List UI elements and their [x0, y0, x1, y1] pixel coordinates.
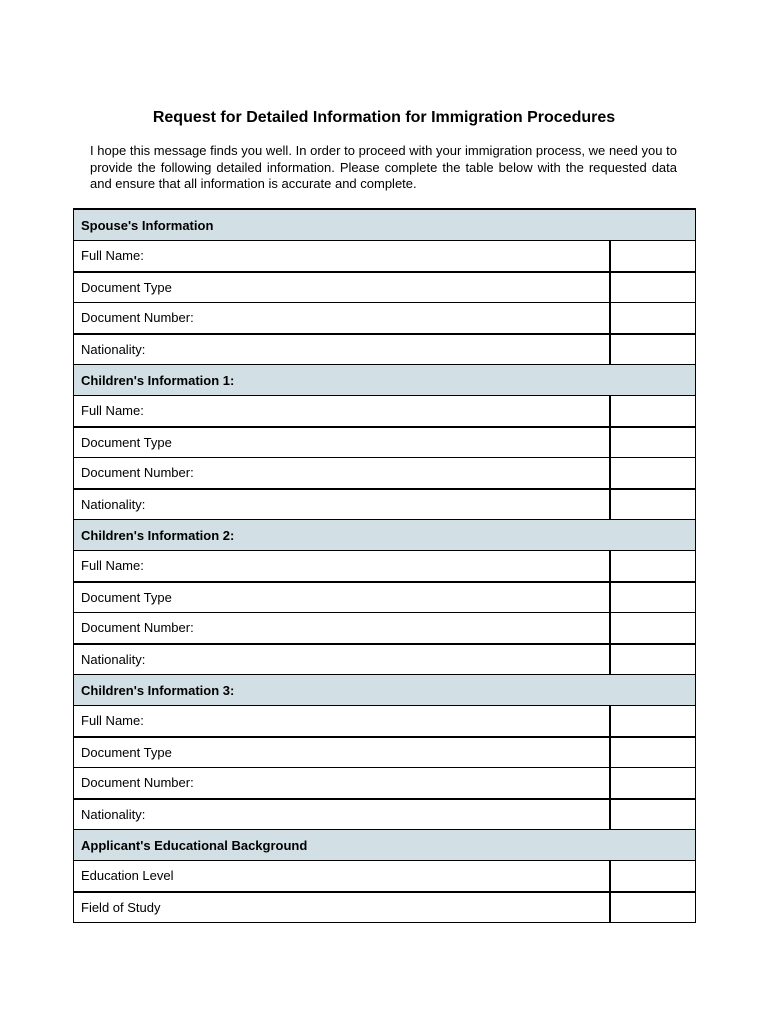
field-label: Document Number:	[74, 613, 610, 644]
field-value-cell[interactable]	[610, 551, 696, 582]
form-row	[74, 644, 696, 675]
information-form-table	[73, 208, 696, 923]
form-row	[74, 334, 696, 365]
page-title: Request for Detailed Information for Immigration Procedures	[152, 109, 616, 126]
section-heading: Children's Information 2:	[74, 520, 696, 551]
section-heading: Children's Information 3:	[74, 675, 696, 706]
field-value-cell[interactable]	[610, 334, 696, 365]
form-row	[74, 458, 696, 489]
field-value-cell[interactable]	[610, 396, 696, 427]
section-header-row	[74, 520, 696, 551]
field-label: Nationality:	[74, 334, 610, 365]
form-row	[74, 582, 696, 613]
field-value-cell[interactable]	[610, 892, 696, 923]
field-value-cell[interactable]	[610, 613, 696, 644]
field-value-cell[interactable]	[610, 582, 696, 613]
field-label: Nationality:	[74, 644, 610, 675]
field-value-cell[interactable]	[610, 799, 696, 830]
form-row	[74, 551, 696, 582]
field-label: Document Number:	[74, 458, 610, 489]
form-row	[74, 489, 696, 520]
section-header-row	[74, 209, 696, 241]
field-label: Nationality:	[74, 489, 610, 520]
section-heading: Applicant's Educational Background	[74, 830, 696, 861]
section-header-row	[74, 830, 696, 861]
field-label: Document Number:	[74, 303, 610, 334]
field-label: Nationality:	[74, 799, 610, 830]
form-row	[74, 427, 696, 458]
field-value-cell[interactable]	[610, 489, 696, 520]
field-label: Full Name:	[74, 706, 610, 737]
field-value-cell[interactable]	[610, 272, 696, 303]
form-body	[74, 209, 696, 923]
field-label: Education Level	[74, 861, 610, 892]
form-row	[74, 241, 696, 272]
form-row	[74, 892, 696, 923]
form-row	[74, 799, 696, 830]
section-heading: Children's Information 1:	[74, 365, 696, 396]
form-row	[74, 613, 696, 644]
form-row	[74, 706, 696, 737]
form-row	[74, 396, 696, 427]
form-row	[74, 768, 696, 799]
field-value-cell[interactable]	[610, 768, 696, 799]
field-value-cell[interactable]	[610, 303, 696, 334]
field-label: Document Type	[74, 737, 610, 768]
section-header-row	[74, 675, 696, 706]
field-value-cell[interactable]	[610, 706, 696, 737]
field-label: Full Name:	[74, 396, 610, 427]
field-label: Full Name:	[74, 241, 610, 272]
field-value-cell[interactable]	[610, 861, 696, 892]
field-label: Full Name:	[74, 551, 610, 582]
field-value-cell[interactable]	[610, 737, 696, 768]
intro-paragraph: I hope this message finds you well. In order to proceed with your immigration process, we need you to provide the following detailed information. Please complete the table below with the requested data and ensure that all information is accurate and complete.	[90, 143, 677, 191]
field-label: Document Type	[74, 272, 610, 303]
section-header-row	[74, 365, 696, 396]
field-label: Field of Study	[74, 892, 610, 923]
field-value-cell[interactable]	[610, 241, 696, 272]
field-label: Document Type	[74, 582, 610, 613]
field-value-cell[interactable]	[610, 458, 696, 489]
section-heading: Spouse's Information	[74, 209, 696, 241]
field-label: Document Number:	[74, 768, 610, 799]
field-label: Document Type	[74, 427, 610, 458]
form-row	[74, 861, 696, 892]
form-row	[74, 272, 696, 303]
form-row	[74, 303, 696, 334]
field-value-cell[interactable]	[610, 427, 696, 458]
form-row	[74, 737, 696, 768]
field-value-cell[interactable]	[610, 644, 696, 675]
